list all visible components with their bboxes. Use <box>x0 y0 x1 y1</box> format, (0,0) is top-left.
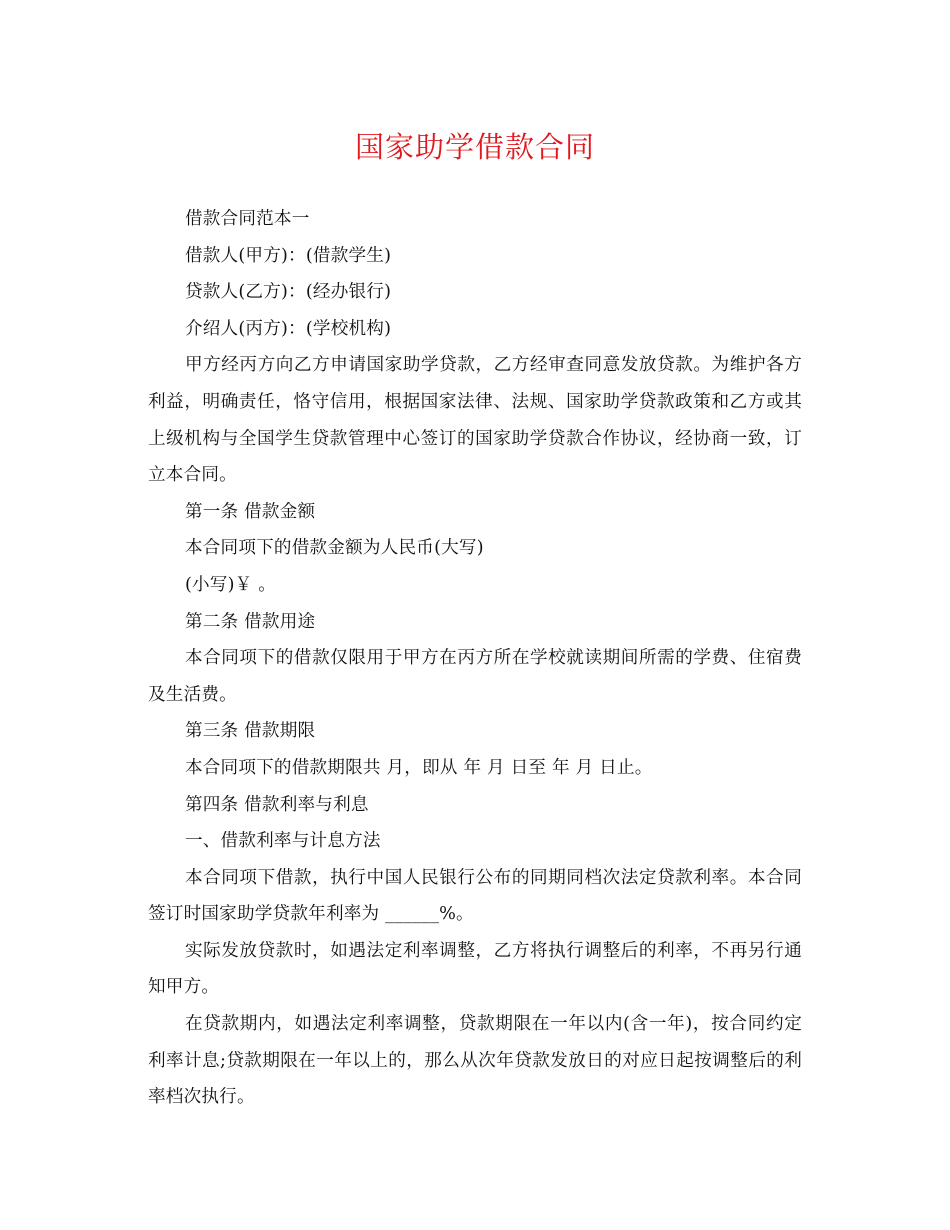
document-body <box>148 201 802 1116</box>
article-4-heading: 第四条 借款利率与利息 <box>184 794 369 815</box>
article-4-rate: 本合同项下借款，执行中国人民银行公布的同期同档次法定贷款利率。本合同签订时国家助学贷款年利率为 ______%。 <box>148 867 802 925</box>
article-4-rate-adjustment: 实际发放贷款时，如遇法定利率调整，乙方将执行调整后的利率，不再另行通知甲方。 <box>148 940 802 998</box>
article-1-heading: 第一条 借款金额 <box>184 501 316 522</box>
article-4-subheading: 一、借款利率与计息方法 <box>184 831 381 852</box>
paragraph-template-heading: 借款合同范本一 <box>184 209 310 229</box>
paragraph-preamble: 甲方经丙方向乙方申请国家助学贷款，乙方经审查同意发放贷款。为维护各方利益，明确责任，恪守信用，根据国家法律、法规、国家助学贷款政策和乙方或其上级机构与全国学生贷款管理中心签订的国家助学贷款合作协议，经协商一致，订立本合同。 <box>148 355 802 486</box>
article-2-purpose: 本合同项下的借款仅限用于甲方在丙方所在学校就读期间所需的学费、住宿费及生活费。 <box>148 648 802 705</box>
article-3-term: 本合同项下的借款期限共 月，即从 年 月 日至 年 月 日止。 <box>184 757 653 778</box>
article-1-amount-lowercase: (小写)￥ 。 <box>184 574 277 595</box>
paragraph-introducer: 介绍人(丙方)：(学校机构) <box>184 318 392 339</box>
document-title: 国家助学借款合同 <box>354 130 595 164</box>
paragraph-lender: 贷款人(乙方)：(经办银行) <box>184 282 392 303</box>
article-1-amount-uppercase: 本合同项下的借款金额为人民币(大写) <box>184 538 484 559</box>
article-4-rate-period: 在贷款期内，如遇法定利率调整，贷款期限在一年以内(含一年)，按合同约定利率计息;贷款期限在一年以上的，那么从次年贷款发放日的对应日起按调整后的利率档次执行。 <box>148 1014 802 1108</box>
article-2-heading: 第二条 借款用途 <box>184 611 316 632</box>
paragraph-borrower: 借款人(甲方)：(借款学生) <box>184 245 392 266</box>
article-3-heading: 第三条 借款期限 <box>184 721 316 742</box>
